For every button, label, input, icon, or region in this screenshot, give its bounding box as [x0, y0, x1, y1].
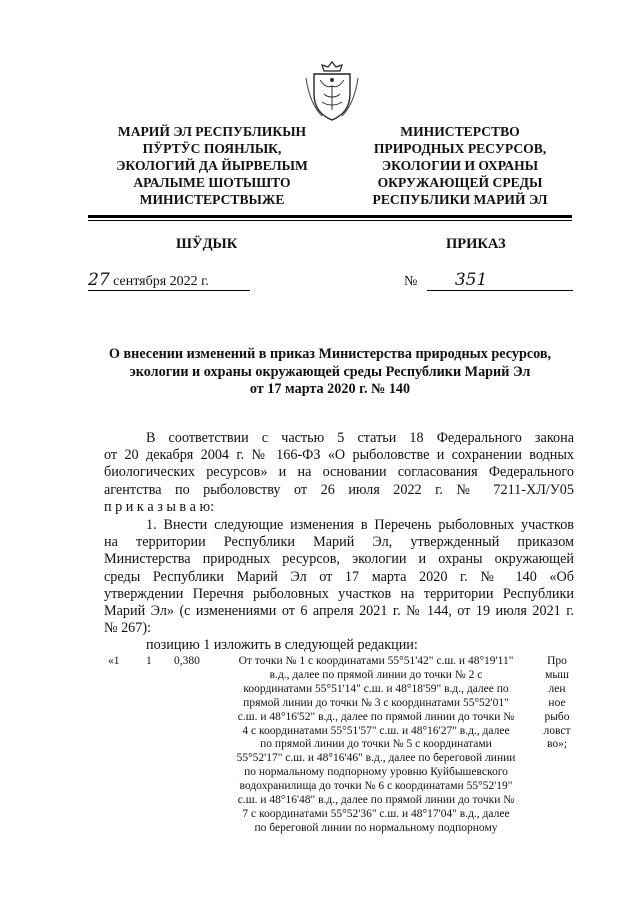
- number-handwritten: 351: [454, 270, 488, 290]
- header-left-line: МАРИЙ ЭЛ РЕСПУБЛИКЫН: [117, 124, 307, 139]
- body-line: среды Республики Марий Эл от 17 марта 2020 г. № 140 «Об: [104, 568, 574, 585]
- position-instruction: позицию 1 изложить в следующей редакции:: [146, 637, 418, 653]
- title-line: экологии и охраны окружающей среды Республики Марий Эл: [129, 363, 531, 380]
- title-line: О внесении изменений в приказ Министерства природных ресурсов,: [108, 346, 552, 362]
- fishing-type-line: мыш: [545, 668, 569, 681]
- body-line: 1. Внести следующие изменения в Перечень рыболовных участков: [146, 517, 574, 533]
- doc-type-mari: ШӰДЫК: [176, 236, 238, 252]
- fishing-type-line: ловст: [543, 724, 571, 737]
- description-line: 55°52'17" с.ш. и 48°16'46" в.д., далее по береговой линии: [236, 752, 516, 765]
- body-line: агентства по рыболовству от 26 июля 2022 г. № 7211-ХЛ/У05: [104, 481, 574, 498]
- body-line: от 20 декабря 2004 г. № 166-ФЗ «О рыболовстве и сохранении водных: [104, 447, 574, 464]
- description-line: по нормальному подпорному уровню Куйбышевского: [244, 766, 508, 779]
- table-cell-fishing-type: [540, 655, 574, 752]
- header-left-line: ПӰРТӰС ПОЯНЛЫК,: [142, 141, 282, 156]
- body-line: биологических ресурсов» и на основании согласования Федерального: [104, 464, 574, 481]
- header-left-line: МИНИСТЕРСТВЫЖЕ: [139, 192, 285, 207]
- header-left-block: [96, 123, 328, 208]
- prikazyvayu-word: п р и к а з ы в а ю:: [104, 498, 215, 515]
- table-cell-index: 1: [146, 655, 152, 667]
- body-line: Марий Эл» (с изменениями от 6 апреля 2021 г. № 144, от 19 июля 2021 г.: [104, 603, 574, 620]
- order-title: [100, 346, 560, 399]
- coat-of-arms-emblem: [300, 58, 364, 124]
- header-left-line: АРАЛЫМЕ ШОТЫШТО: [133, 175, 291, 190]
- body-line: В соответствии с частью 5 статьи 18 Федерального закона: [146, 430, 574, 446]
- header-right-line: МИНИСТЕРСТВО: [400, 124, 520, 139]
- fishing-type-line: во»;: [546, 738, 568, 751]
- header-divider-thin: [88, 220, 572, 221]
- date-month-year: сентября 2022 г.: [113, 274, 209, 289]
- body-line: на территории Республики Марий Эл, утвержденный приказом: [104, 534, 574, 551]
- preamble-paragraph: [104, 430, 574, 516]
- date-day-handwritten: 27: [88, 270, 110, 290]
- body-line: № 267):: [104, 620, 152, 637]
- item-1-paragraph: [104, 517, 574, 637]
- fishing-type-line: ное: [548, 696, 566, 709]
- description-line: в.д., далее по прямой линии до точки № 2 с: [269, 668, 483, 681]
- description-line: координатами 55°51'14" с.ш. и 48°18'59" в.д., далее по: [243, 682, 509, 695]
- description-line: с.ш. и 48°16'48" в.д., далее по прямой линии до точки №: [237, 794, 515, 807]
- header-left-line: ЭКОЛОГИЙ ДА ЙЫРВЕЛЫМ: [116, 158, 308, 173]
- fishing-type-line: рыбо: [544, 710, 570, 723]
- table-cell-boundary-description: [218, 655, 534, 836]
- order-number: [404, 270, 573, 291]
- description-line: 7 с координатами 55°52'36" с.ш. и 48°17'04" в.д., далее: [242, 807, 510, 820]
- order-date: [88, 270, 250, 291]
- header-right-block: [350, 123, 570, 208]
- description-line: прямой линии до точки № 3 с координатами 55°52'01": [243, 696, 509, 709]
- header-right-line: ОКРУЖАЮЩЕЙ СРЕДЫ: [377, 175, 543, 190]
- header-right-line: ЭКОЛОГИИ И ОХРАНЫ: [381, 158, 539, 173]
- description-line: 4 с координатами 55°51'57" с.ш. и 48°16'27" в.д., далее: [242, 724, 510, 737]
- header-right-line: РЕСПУБЛИКИ МАРИЙ ЭЛ: [372, 192, 548, 207]
- header-right-line: ПРИРОДНЫХ РЕСУРСОВ,: [373, 141, 547, 156]
- description-line: по прямой линии до точки № 5 с координатами: [260, 738, 492, 751]
- doc-type-russian: ПРИКАЗ: [446, 236, 506, 252]
- table-cell-area: 0,380: [174, 655, 200, 667]
- fishing-type-line: лен: [548, 682, 566, 695]
- description-line: по береговой линии по нормальному подпорному: [254, 821, 498, 834]
- description-line: водохранилища до точки № 6 с координатами 55°52'19": [239, 780, 513, 793]
- title-line: от 17 марта 2020 г. № 140: [249, 381, 411, 397]
- body-line: Министерства природных ресурсов, экологии и охраны окружающей: [104, 551, 574, 568]
- fishing-type-line: Про: [547, 655, 567, 667]
- body-line: утверждении Перечня рыболовных участков на территории Республики: [104, 585, 574, 602]
- description-line: От точки № 1 с координатами 55°51'42" с.ш. и 48°19'11": [238, 655, 514, 667]
- number-sign: №: [404, 274, 418, 289]
- table-cell-number: «1: [108, 655, 120, 667]
- header-divider-thick: [88, 215, 572, 218]
- description-line: с.ш. и 48°16'52" в.д., далее по прямой линии до точки №: [237, 710, 515, 723]
